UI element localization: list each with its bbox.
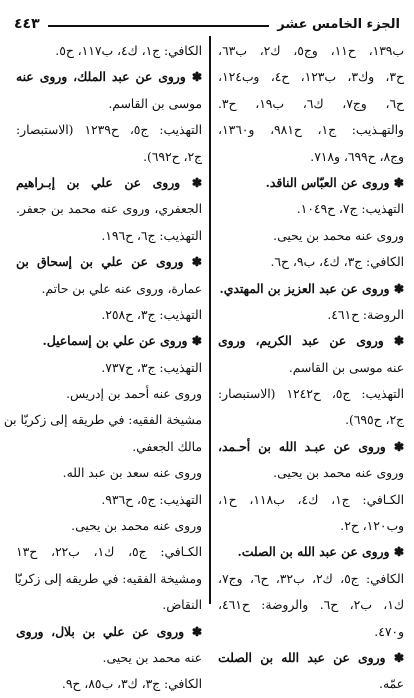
text-line: التهذيب: ج٦، ح١٩٦. — [101, 228, 202, 243]
text-line: ج٢، ح٦٩٥). — [345, 413, 404, 428]
text-line: و٤٧٠. — [374, 624, 404, 639]
text-line: موسى بن القاسم. — [108, 96, 202, 111]
text-line: ب١٣٩، ح١١، وج٥، ك٢، ب٦٣، — [218, 44, 404, 58]
text-line: ✽ وروى عن عبد الله بن الصلت — [218, 649, 404, 665]
text-line: التهذيب: ج٥، ح٩٣٦. — [101, 492, 202, 507]
text-line: ✽ وروى عن عبد العزيز بن المهتدي. — [219, 280, 404, 296]
text-line: التهذيب: ج٥، ح١٢٣٩ (الاستبصار: — [16, 123, 202, 138]
left-column — [3, 38, 202, 692]
text-line: ✽ وروى عن علي بن إسماعيل. — [42, 333, 202, 349]
text-line: الكافي: ج٣، ك٣، ب٨٥، ح٩. — [61, 677, 202, 692]
text-line: التهذيب: ج٣، ح٧٣٧. — [101, 360, 202, 375]
text-line: ح٣، وك٣، ب١٢٣، ح٤، وب١٢٤، — [218, 70, 404, 85]
text-line: وروى عنه أحمد بن إدريس. — [66, 387, 202, 402]
right-column — [218, 38, 404, 692]
text-line: ✽ وروى عن العبّاس الناقد. — [265, 174, 404, 190]
text-line: والتهـذيب: ج١، ح٩٨١، و١٣٦٠، — [218, 123, 404, 138]
text-line: الكافي: ج٣، ك٤، ب٩، ح٦. — [270, 255, 404, 270]
text-line: التهذيب: ج٣، ح٢٥٨. — [101, 307, 202, 322]
text-line: وج٨، ح٦٩٩، و٧١٨. — [310, 149, 404, 164]
text-line: ومشيخة الفقيه: في طريقه إلى زكريّا — [14, 571, 202, 586]
text-line: ✽ وروى عن عبد الملك، وروى عنه — [16, 69, 202, 85]
text-line: وروى عنه محمد بن يحيى. — [273, 228, 404, 243]
text-line: ح٦، وج٧، ك٦، ب١٩، ح٣. — [218, 96, 404, 111]
text-line: ✽ وروى عن علي بن بلال، وروى — [16, 623, 202, 639]
text-line: ✽ وروى عن عبـد الله بن أحـمد، — [218, 438, 404, 454]
text-line: التهذيب: ج٧، ح١٠٤٩. — [296, 202, 404, 217]
text-line: الكـافي: ج٥، ك١، ب٢٢، ح١٣ — [16, 545, 202, 560]
text-line: ج٢، ح٦٩٢). — [143, 149, 202, 164]
text-line: الكافي: ج١، ك٤، ب١١٧، ح٥. — [55, 44, 202, 58]
text-line: النقاض. — [162, 598, 202, 613]
text-line: عنه محمد بن يحيى. — [102, 650, 202, 665]
text-line: عمارة، وروى عنه علي بن حاتم. — [41, 281, 202, 296]
text-line: ك١، ب٢، ح٦. والروضة: ح٤٦١، — [218, 598, 404, 613]
text-line: الكافي: ج٥، ك٢، ب٣٢، ح٦، وج٧، — [218, 571, 404, 586]
text-line: وب١٢٠، ح٢. — [340, 519, 404, 534]
text-line: مشيخة الفقيه: في طريقه إلى زكريّا بن — [3, 413, 202, 428]
header-rule — [48, 25, 270, 27]
column-divider — [209, 36, 211, 604]
text-line: وروى عنه محمد بن يحيى. — [71, 519, 202, 534]
text-line: الجعفري، وروى عنه محمد بن جعفر. — [16, 202, 202, 217]
text-line: الكـافي: ج١، ك٤، ب١١٨، ح١، — [218, 492, 404, 507]
text-line: وروى عنه محمد بن يحيى. — [273, 466, 404, 481]
page-number: ٤٤٣ — [14, 16, 40, 32]
text-line: وروى عنه سعد بن عبد الله. — [62, 466, 202, 481]
text-line: ✽ وروى عن عبد الله بن الصلت. — [237, 544, 404, 560]
text-line: مالك الجعفي. — [132, 439, 202, 454]
running-title: الجزء الخامس عشر — [277, 17, 400, 32]
text-line: عمّه. — [379, 677, 404, 692]
text-line: ✽ وروى عن علي بن إسحاق بن — [16, 254, 202, 270]
text-line: التهذيب: ج٥، ح١٢٤٢ (الاستبصار: — [218, 387, 404, 402]
page-header — [14, 8, 400, 32]
text-line: ✽ وروى عن عبد الكريم، وروى — [218, 333, 404, 349]
text-line: الروضة: ح٤٦١. — [327, 307, 404, 322]
text-line: عنه موسى بن القاسم. — [288, 360, 404, 375]
text-line: ✽ وروى عن علي بن إبـراهيم — [16, 174, 202, 190]
